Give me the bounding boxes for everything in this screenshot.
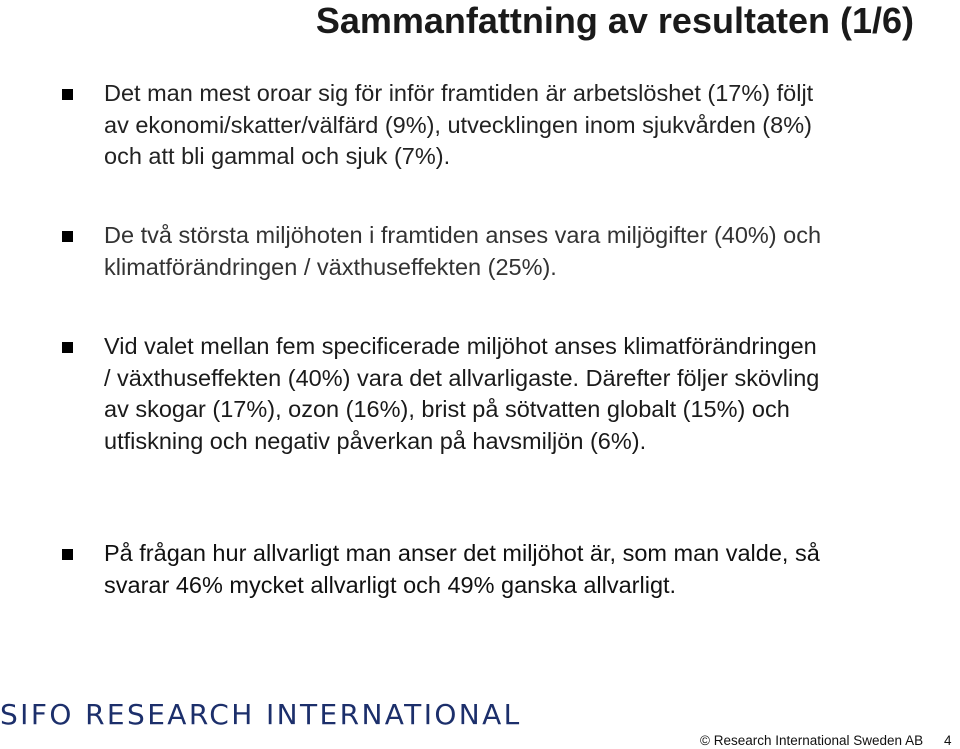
bullet-text: Det man mest oroar sig för inför framtiden är arbetslöshet (17%) följt av ekonomi/skatter/välfärd (9%), utvecklingen inom sjukvården (8%) och att bli gammal och sjuk (7%). — [104, 80, 814, 169]
square-bullet-icon — [62, 549, 73, 560]
bullet-item — [62, 538, 952, 601]
company-logo: SIFO RESEARCH INTERNATIONAL — [0, 698, 522, 731]
bullet-item — [62, 220, 952, 283]
page-number: 4 — [944, 733, 952, 748]
bullet-text: Vid valet mellan fem specificerade miljöhot anses klimatförändringen / växthuseffekten (40%) vara det allvarligaste. Därefter följer skövling av skogar (17%), ozon (16%), brist på sötvatten globalt (15%) och utfiskning och negativ påverkan på havsmiljön (6%). — [104, 333, 820, 454]
square-bullet-icon — [62, 342, 73, 353]
slide-title: Sammanfattning av resultaten (1/6) — [315, 0, 914, 41]
bullet-text: De två största miljöhoten i framtiden anses vara miljögifter (40%) och klimatförändringen / växthuseffekten (25%). — [104, 222, 822, 280]
bullet-item — [62, 331, 952, 457]
bullet-text: På frågan hur allvarligt man anser det miljöhot är, som man valde, så svarar 46% mycket allvarligt och 49% ganska allvarligt. — [104, 540, 820, 598]
copyright-notice: © Research International Sweden AB — [700, 733, 924, 748]
square-bullet-icon — [62, 231, 73, 242]
bullet-item — [62, 78, 952, 173]
square-bullet-icon — [62, 89, 73, 100]
